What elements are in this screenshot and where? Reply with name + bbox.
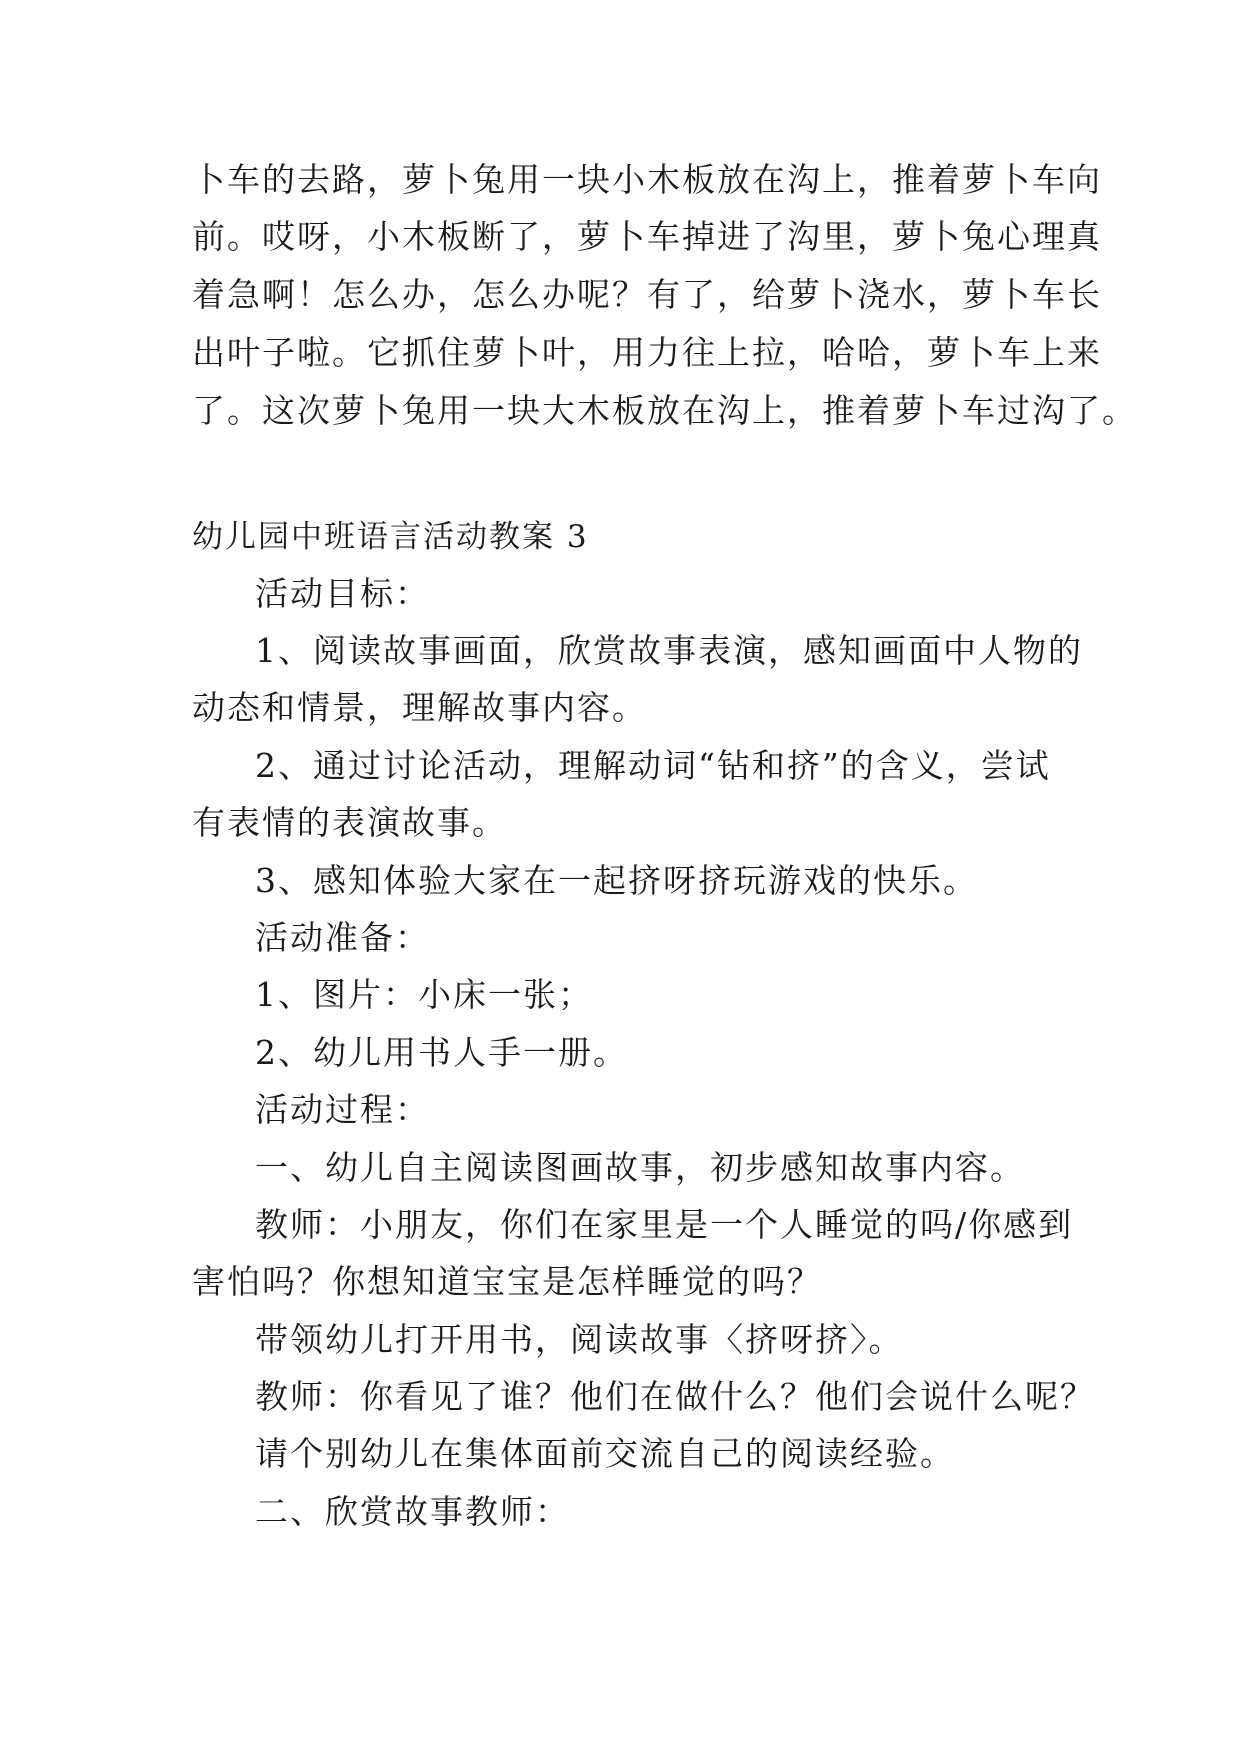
paragraph-line: 卜车的去路，萝卜兔用一块小木板放在沟上，推着萝卜车向 xyxy=(192,160,1102,199)
paragraph-line: 动态和情景，理解故事内容。 xyxy=(192,688,647,727)
paragraph-line: 1、图片：小床一张； xyxy=(255,975,593,1014)
paragraph-line: 一、幼儿自主阅读图画故事，初步感知故事内容。 xyxy=(255,1148,1025,1187)
paragraph-line: 教师：你看见了谁？他们在做什么？他们会说什么呢？ xyxy=(255,1377,1095,1416)
paragraph-line: 1、阅读故事画面，欣赏故事表演，感知画面中人物的 xyxy=(255,631,1083,670)
paragraph-line: 着急啊！怎么办，怎么办呢？有了，给萝卜浇水，萝卜车长 xyxy=(192,275,1102,314)
paragraph-line: 3、感知体验大家在一起挤呀挤玩游戏的快乐。 xyxy=(255,861,978,900)
paragraph-line: 害怕吗？你想知道宝宝是怎样睡觉的吗？ xyxy=(192,1262,822,1301)
paragraph-line: 前。哎呀，小木板断了，萝卜车掉进了沟里，萝卜兔心理真 xyxy=(192,217,1102,256)
paragraph-line: 教师：小朋友，你们在家里是一个人睡觉的吗/你感到 xyxy=(255,1205,1074,1244)
paragraph-line: 请个别幼儿在集体面前交流自己的阅读经验。 xyxy=(255,1434,955,1473)
paragraph-line: 了。这次萝卜兔用一块大木板放在沟上，推着萝卜车过沟了。 xyxy=(192,391,1137,430)
heading-preparation: 活动准备： xyxy=(255,918,430,957)
heading-objectives: 活动目标： xyxy=(255,574,430,613)
paragraph-line: 带领幼儿打开用书，阅读故事〈挤呀挤〉。 xyxy=(255,1320,904,1359)
paragraph-line: 出叶子啦。它抓住萝卜叶，用力往上拉，哈哈，萝卜车上来 xyxy=(192,333,1102,372)
paragraph-line: 2、通过讨论活动，理解动词“钻和挤”的含义，尝试 xyxy=(255,746,1051,785)
heading-process: 活动过程： xyxy=(255,1090,430,1129)
paragraph-line: 有表情的表演故事。 xyxy=(192,803,507,842)
section-title: 幼儿园中班语言活动教案 3 xyxy=(192,519,589,555)
paragraph-line: 二、欣赏故事教师： xyxy=(255,1492,570,1531)
paragraph-line: 2、幼儿用书人手一册。 xyxy=(255,1033,628,1072)
